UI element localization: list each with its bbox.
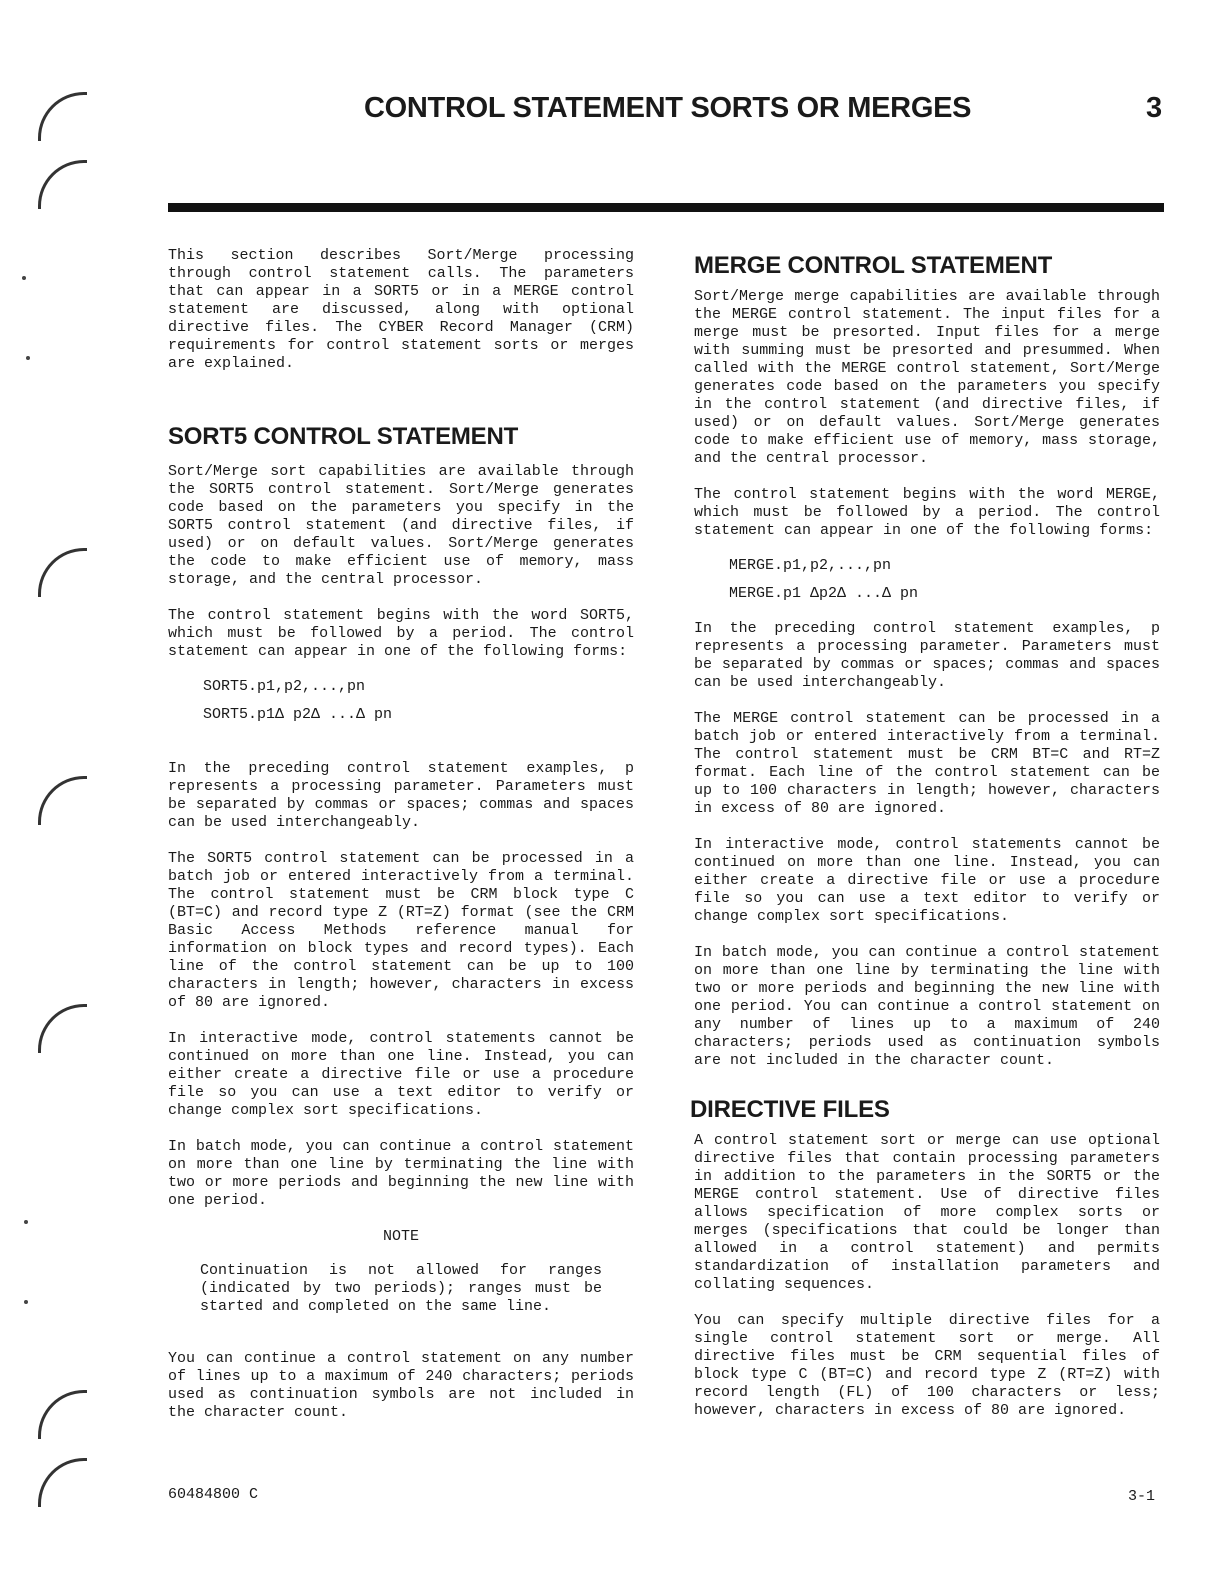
sort5-paragraph-3: In the preceding control statement examples, p represents a processing parameter. Parameters must be separated by commas or spaces; commas and spaces can be used interchangeably. xyxy=(168,760,634,831)
page-number: 3-1 xyxy=(1128,1488,1156,1505)
merge-heading: MERGE CONTROL STATEMENT xyxy=(694,252,1053,279)
binder-hole-mark xyxy=(38,1004,87,1053)
right-column xyxy=(690,250,1160,1420)
note-body: Continuation is not allowed for ranges (indicated by two periods); ranges must be started and completed on the same line. xyxy=(200,1262,602,1315)
sort5-paragraph-7: You can continue a control statement on any number of lines up to a maximum of 240 characters; periods used as continuation symbols are not included in the character count. xyxy=(168,1350,634,1421)
sort5-paragraph-5: In interactive mode, control statements cannot be continued on more than one line. Instead, you can either create a directive file or use a procedure file so you can use a text editor to verify or change complex sort specifications. xyxy=(168,1030,634,1119)
merge-paragraph-1: Sort/Merge merge capabilities are available through the MERGE control statement. The input files for a merge must be presorted. Input files for a merge with summing must be presorted and presummed. When called with the MERGE control statement, Sort/Merge generates code based on the parameters you specify in the control statement (and directive files, if used) or on default values. Sort/Merge generates code to make efficient use of memory, mass storage, and the central processor. xyxy=(694,288,1160,467)
binder-hole-mark xyxy=(38,1458,87,1507)
chapter-number: 3 xyxy=(1146,92,1163,124)
page-title: CONTROL STATEMENT SORTS OR MERGES xyxy=(364,92,972,124)
scan-speck xyxy=(24,1300,28,1304)
note-title: NOTE xyxy=(382,1228,419,1245)
merge-paragraph-4: The MERGE control statement can be processed in a batch job or entered interactively from a terminal. The control statement must be CRM BT=C and RT=Z format. Each line of the control statement can be up to 100 characters in length; however, characters in excess of 80 are ignored. xyxy=(694,710,1160,817)
document-number: 60484800 C xyxy=(168,1486,259,1503)
sort5-paragraph-1: Sort/Merge sort capabilities are available through the SORT5 control statement. Sort/Merge generates code based on the parameters you specify in the SORT5 control statement (and directive files, if used) or on default values. Sort/Merge generates the code to make efficient use of memory, mass storage, and the central processor. xyxy=(168,463,634,588)
merge-paragraph-6: In batch mode, you can continue a control statement on more than one line by terminating the line with two or more periods and beginning the new line with one period. You can continue a control statement on any number of lines up to a maximum of 240 characters; periods used as continuation symbols are not included in the character count. xyxy=(694,944,1160,1069)
merge-paragraph-2: The control statement begins with the word MERGE, which must be followed by a period. The control statement can appear in one of the following forms: xyxy=(694,486,1160,539)
scan-speck xyxy=(22,276,26,280)
sort5-paragraph-4: The SORT5 control statement can be processed in a batch job or entered interactively from a terminal. The control statement must be CRM block type C (BT=C) and record type Z (RT=Z) format (see the CRM Basic Access Methods reference manual for information on block types and record types). Each line of the control statement can be up to 100 characters in length; however, characters in excess of 80 are ignored. xyxy=(168,850,634,1011)
scan-speck xyxy=(24,1220,28,1224)
binder-hole-mark xyxy=(38,776,87,825)
intro-paragraph: This section describes Sort/Merge processing through control statement calls. The parameters that can appear in a SORT5 or in a MERGE control statement are discussed, along with optional directive files. The CYBER Record Manager (CRM) requirements for control statement sorts or merges are explained. xyxy=(168,247,634,372)
merge-paragraph-3: In the preceding control statement examples, p represents a processing parameter. Parameters must be separated by commas or spaces; commas and spaces can be used interchangeably. xyxy=(694,620,1160,691)
binder-hole-mark xyxy=(38,548,87,597)
sort5-paragraph-6: In batch mode, you can continue a control statement on more than one line by terminating the line with two or more periods and beginning the new line with one period. xyxy=(168,1138,634,1209)
binder-hole-mark xyxy=(38,1390,87,1439)
directive-heading: DIRECTIVE FILES xyxy=(690,1096,890,1123)
left-column xyxy=(168,247,634,1422)
binder-hole-mark xyxy=(38,160,87,209)
sort5-form-1: SORT5.p1,p2,...,pn xyxy=(203,678,366,695)
sort5-heading: SORT5 CONTROL STATEMENT xyxy=(168,423,519,450)
header-rule xyxy=(168,203,1164,212)
merge-form-1: MERGE.p1,p2,...,pn xyxy=(729,557,892,574)
directive-paragraph-1: A control statement sort or merge can use optional directive files that contain processing parameters in addition to the parameters in the SORT5 or the MERGE control statement. Use of directive files allows specification of more complex sorts or merges (specifications that could be longer than allowed in a control statement) and permits standardization of installation parameters and collating sequences. xyxy=(694,1132,1160,1293)
sort5-form-2: SORT5.p1Δ p2Δ ...Δ pn xyxy=(203,706,393,723)
merge-paragraph-5: In interactive mode, control statements cannot be continued on more than one line. Instead, you can either create a directive file or use a procedure file so you can use a text editor to verify or change complex sort specifications. xyxy=(694,836,1160,925)
binder-hole-mark xyxy=(38,92,87,141)
merge-form-2: MERGE.p1 Δp2Δ ...Δ pn xyxy=(729,585,919,602)
sort5-paragraph-2: The control statement begins with the word SORT5, which must be followed by a period. The control statement can appear in one of the following forms: xyxy=(168,607,634,660)
scan-speck xyxy=(26,356,30,360)
directive-paragraph-2: You can specify multiple directive files for a single control statement sort or merge. All directive files must be CRM sequential files of block type C (BT=C) and record type Z (RT=Z) with record length (FL) of 100 characters or less; however, characters in excess of 80 are ignored. xyxy=(694,1312,1160,1419)
